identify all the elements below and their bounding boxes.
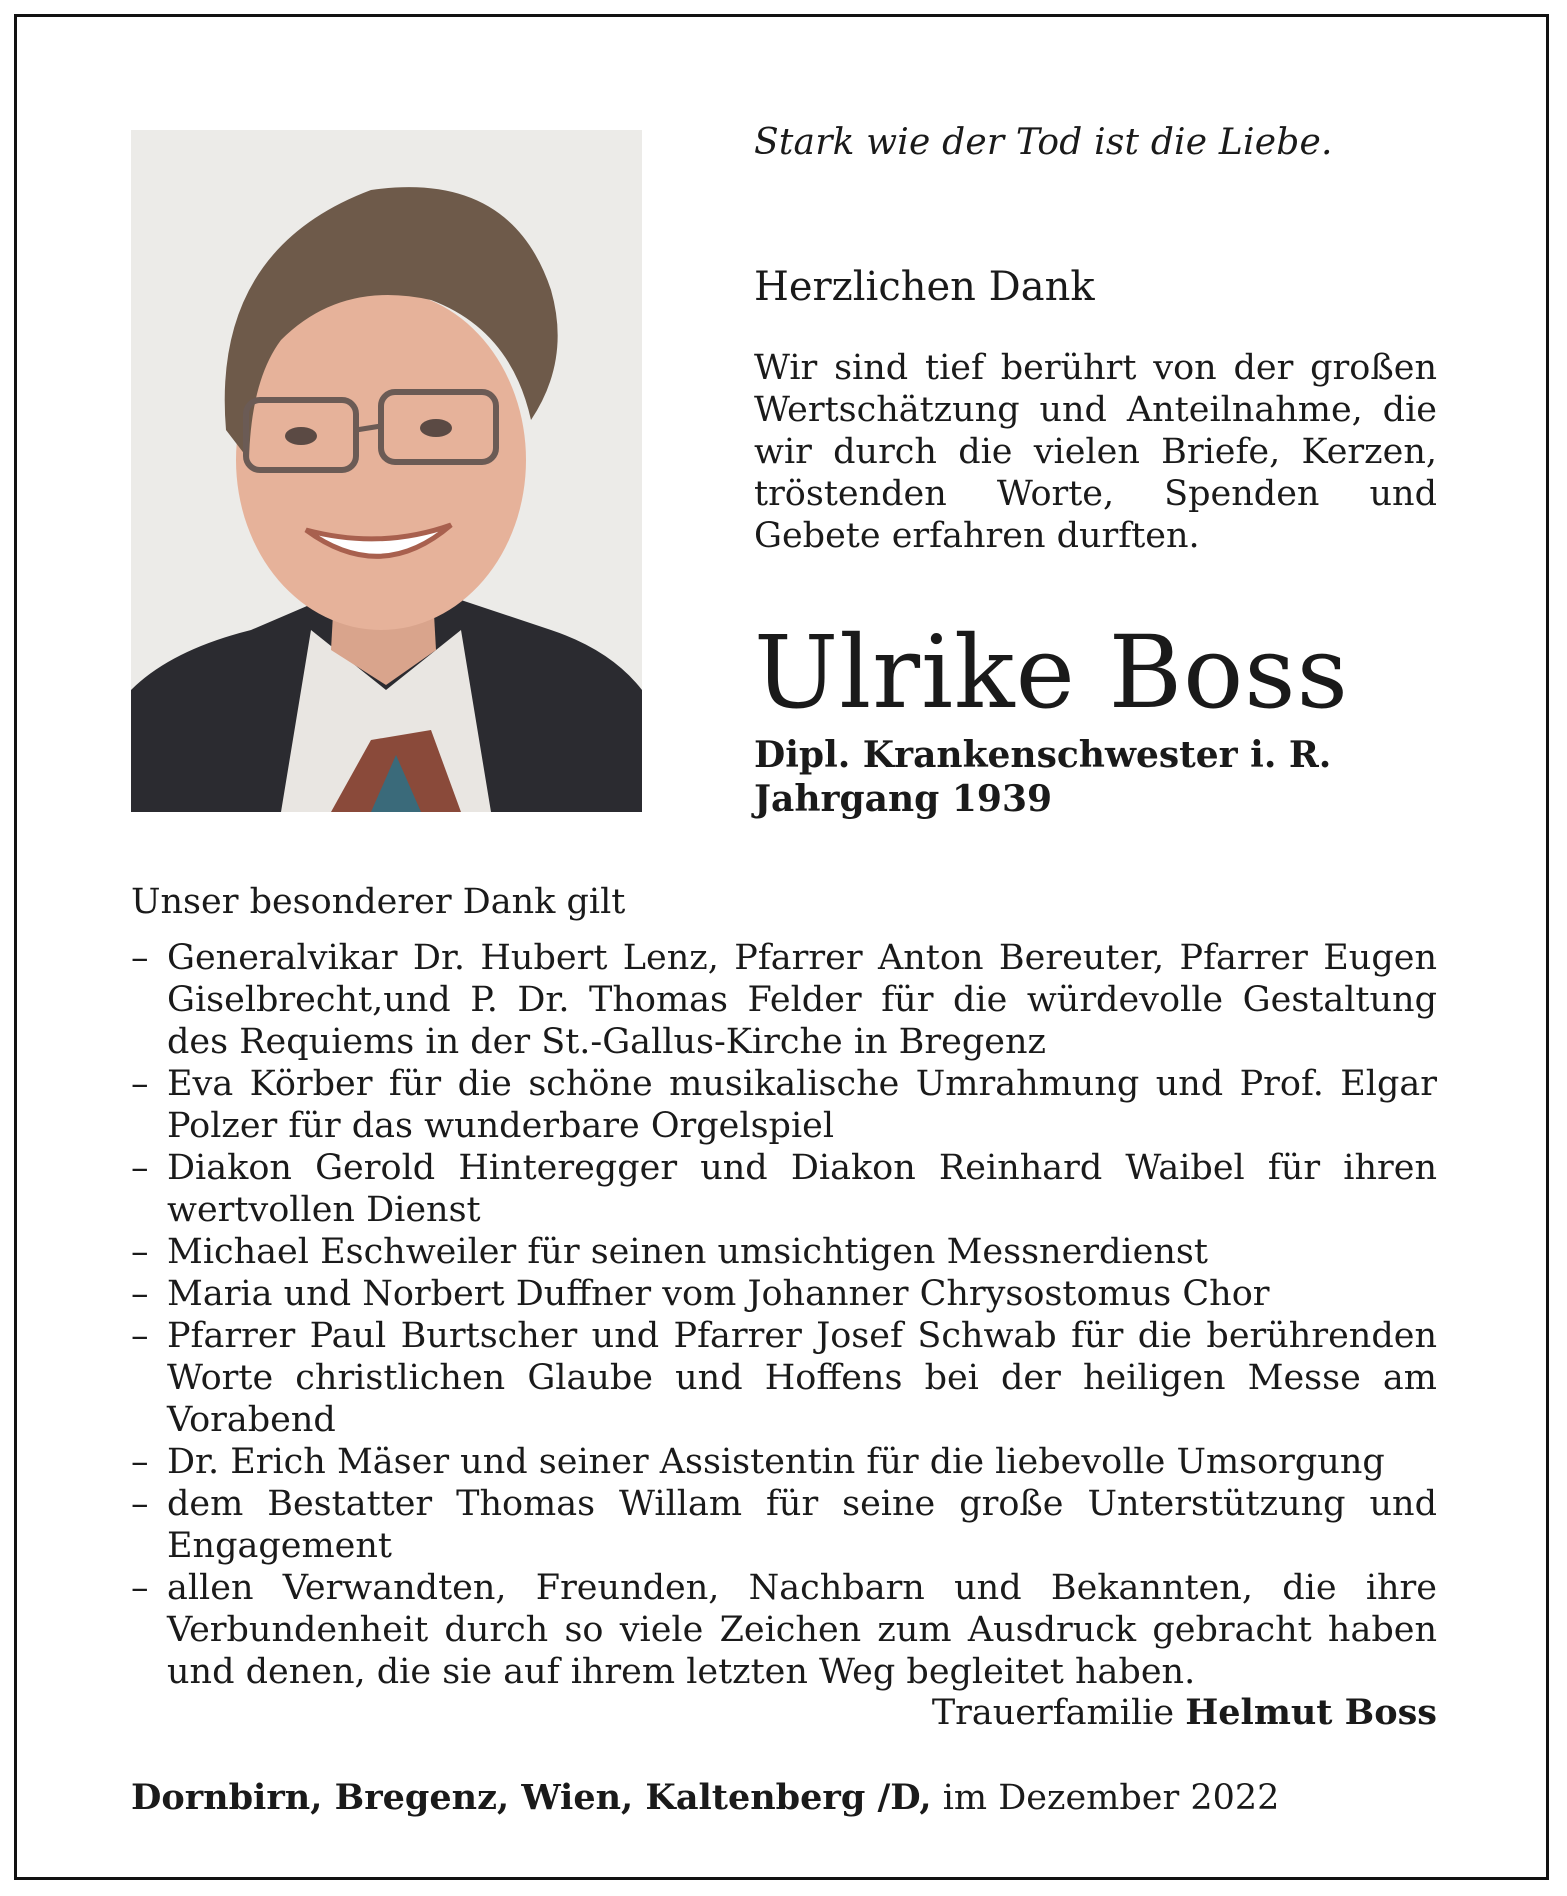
places: Dornbirn, Bregenz, Wien, Kaltenberg /D, (131, 1777, 932, 1818)
list-item: – Eva Körber für die schöne musikalische Umrahmung und Prof. Elgar Polzer für das wunderbare Orgelspiel (131, 1063, 1437, 1147)
portrait-photo-icon (131, 130, 642, 812)
deceased-birth-year: Jahrgang 1939 (754, 778, 1053, 820)
list-item: – Maria und Norbert Duffner vom Johanner Chrysostomus Chor (131, 1273, 1437, 1315)
deceased-profession: Dipl. Krankenschwester i. R. (754, 734, 1332, 776)
list-item: – Michael Eschweiler für seinen umsichtigen Messnerdienst (131, 1231, 1437, 1273)
deceased-details (754, 733, 1331, 821)
list-item: – Dr. Erich Mäser und seiner Assistentin für die liebevolle Umsorgung (131, 1441, 1437, 1483)
list-item: – Diakon Gerold Hinteregger und Diakon Reinhard Waibel für ihren wertvollen Dienst (131, 1147, 1437, 1231)
signoff-family: Helmut Boss (1185, 1692, 1437, 1733)
deceased-name: Ulrike Boss (754, 614, 1349, 731)
signoff (932, 1692, 1437, 1733)
portrait-photo (131, 130, 642, 812)
list-item: – dem Bestatter Thomas Willam für seine große Unterstützung und Engagement (131, 1483, 1437, 1567)
list-item: – allen Verwandten, Freunden, Nachbarn und Bekannten, die ihre Verbundenheit durch so viele Zeichen zum Ausdruck gebracht haben und denen, die sie auf ihrem letzten Weg begleitet haben. (131, 1567, 1437, 1693)
motto-quote: Stark wie der Tod ist die Liebe. (754, 122, 1333, 163)
signoff-prefix: Trauerfamilie (931, 1693, 1175, 1733)
thanks-title: Herzlichen Dank (754, 264, 1095, 310)
list-item: – Generalvikar Dr. Hubert Lenz, Pfarrer Anton Bereuter, Pfarrer Eugen Giselbrecht,und P. Dr. Thomas Felder für die würdevolle Gestaltung des Requiems in der St.-Gallus-Kirche in Bregenz (131, 937, 1437, 1063)
place-date (131, 1777, 1279, 1818)
intro-paragraph: Wir sind tief berührt von der großen Wertschätzung und Anteilnahme, die wir durch die vielen Briefe, Kerzen, tröstenden Worte, Spenden und Gebete erfahren durften. (754, 348, 1437, 556)
thanks-heading: Unser besonderer Dank gilt (131, 882, 626, 922)
date: im Dezember 2022 (942, 1778, 1280, 1818)
list-item: – Pfarrer Paul Burtscher und Pfarrer Josef Schwab für die berührenden Worte christlichen Glaube und Hoffens bei der heiligen Messe am Vorabend (131, 1315, 1437, 1441)
thanks-list (131, 937, 1437, 1693)
